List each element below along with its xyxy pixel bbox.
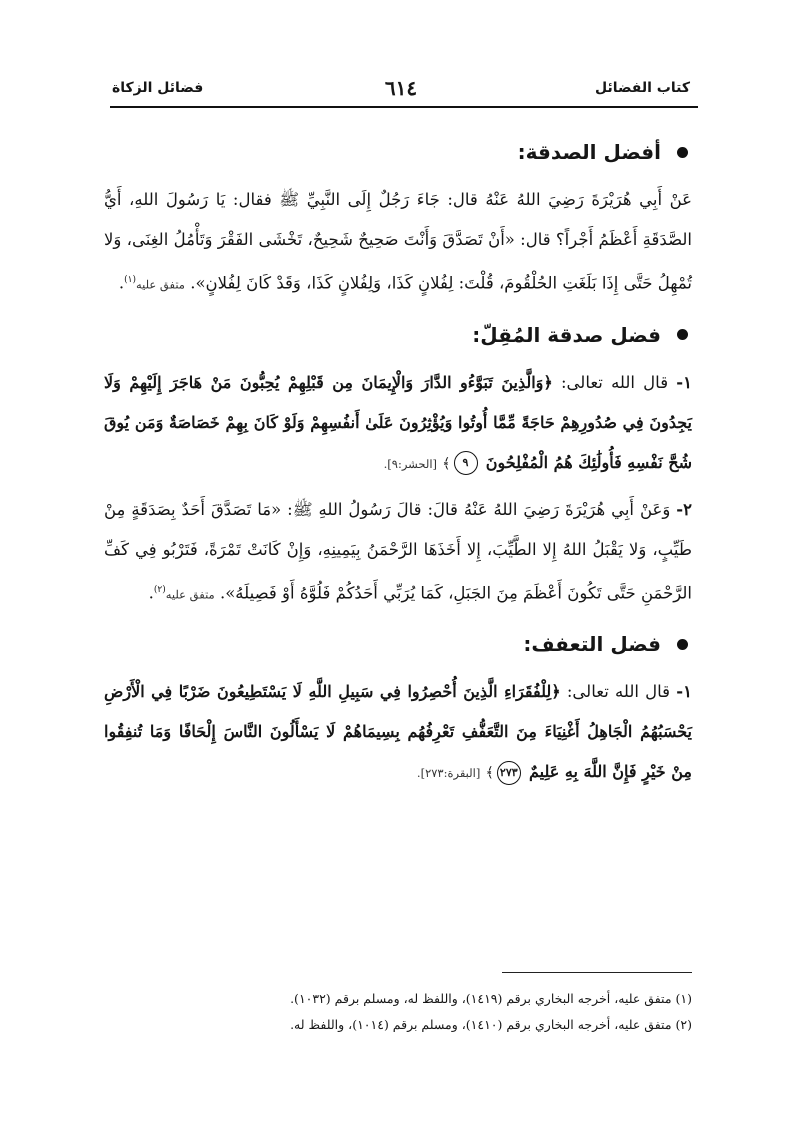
hadith-text: عَنْ أَبِي هُرَيْرَةَ رَضِيَ اللهُ عَنْهُ قال: جَاءَ رَجُلٌ إِلَى النَّبِيِّ ﷺ فقال: يَا رَسُولَ اللهِ، أَيُّ الصَّدَقَةِ أَعْظَمُ أَجْراً؟ قال: «أَنْ تَصَدَّقَ وَأَنْتَ صَحِيحٌ شَحِيحٌ، تَخْشَى الفَقْرَ وَتَأْمُلُ الغِنَى، وَلا تُمْهِلُ حَتَّى إِذَا بَلَغَتِ الحُلْقُومَ، قُلْتَ: لِفُلانٍ كَذَا، وَلِفُلانٍ كَذَا، وَقَدْ كَانَ لِفُلانٍ».: [104, 190, 692, 293]
verse-intro: قال الله تعالى:: [560, 372, 669, 392]
section-heading: [104, 622, 692, 666]
verse-item: [104, 672, 692, 793]
section-title: فضل التعفف:: [523, 632, 661, 656]
hadith-paragraph: عَنْ أَبِي هُرَيْرَةَ رَضِيَ اللهُ عَنْهُ قال: جَاءَ رَجُلٌ إِلَى النَّبِيِّ ﷺ فقال: يَا رَسُولَ اللهِ، أَيُّ الصَّدَقَةِ أَعْظَمُ أَجْراً؟ قال: «أَنْ تَصَدَّقَ وَأَنْتَ صَحِيحٌ شَحِيحٌ، تَخْشَى الفَقْرَ وَتَأْمُلُ الغِنَى، وَلا تُمْهِلُ حَتَّى إِذَا بَلَغَتِ الحُلْقُومَ، قُلْتَ: لِفُلانٍ كَذَا، وَلِفُلانٍ كَذَا، وَقَدْ كَانَ لِفُلانٍ». متفق عليه$^{(١)}$.: [104, 190, 692, 293]
hadith-item: ٢- وَعَنْ أَبِي هُرَيْرَةَ رَضِيَ اللهُ عَنْهُ قالَ: قالَ رَسُولُ اللهِ ﷺ: «مَا تَصَدَّقَ أَحَدٌ بِصَدَقَةٍ مِنْ طَيِّبٍ، وَلا يَقْبَلُ اللهُ إِلا الطَّيِّبَ، إِلا أَخَذَهَا الرَّحْمَنُ بِيَمِينِهِ، وَإِنْ كَانَتْ تَمْرَةً، فَتَرْبُو فِي كَفِّ الرَّحْمَنِ حَتَّى تَكُونَ أَعْظَمَ مِنَ الجَبَلِ، كَمَا يُرَبِّي أَحَدُكُمْ فَلُوَّهُ أَوْ فَصِيلَهُ». متفق عليه$^{(٢)}$.: [104, 499, 692, 602]
hadith-source: متفق عليه: [165, 587, 215, 601]
page-body: [104, 122, 692, 793]
footnote: (٢) متفق عليه، أخرجه البخاري برقم (١٤١٠)، ومسلم برقم (١٠١٤)، واللفظ له.: [290, 1017, 692, 1032]
quran-verse: ﴿وَالَّذِينَ تَبَوَّءُو الدَّارَ وَالْإِيمَانَ مِن قَبْلِهِمْ يُحِبُّونَ مَنْ هَاجَرَ إِلَيْهِمْ وَلَا يَجِدُونَ فِي صُدُورِهِمْ حَاجَةً مِّمَّا أُوتُوا وَيُؤْثِرُونَ عَلَىٰ أَنفُسِهِمْ وَلَوْ كَانَ بِهِمْ خَصَاصَةٌ وَمَن يُوقَ شُحَّ نَفْسِهِ فَأُولَٰئِكَ هُمُ الْمُفْلِحُونَ: [104, 372, 692, 472]
footnote: (١) متفق عليه، أخرجه البخاري برقم (١٤١٩)، واللفظ له، ومسلم برقم (١٠٣٢).: [290, 991, 692, 1006]
section-title: أفضل الصدقة:: [517, 140, 661, 164]
verse-number-ornament: ٩: [454, 451, 478, 475]
item-number: ١-: [676, 682, 693, 701]
footnote-ref[interactable]: (٢): [153, 584, 166, 595]
verse-item: [104, 363, 692, 484]
section-heading: [104, 130, 692, 174]
verse-close-bracket: ﴾: [485, 765, 494, 781]
quran-verse: ﴿لِلْفُقَرَاءِ الَّذِينَ أُحْصِرُوا فِي سَبِيلِ اللَّهِ لَا يَسْتَطِيعُونَ ضَرْبًا فِي الْأَرْضِ يَحْسَبُهُمُ الْجَاهِلُ أَغْنِيَاءَ مِنَ التَّعَفُّفِ تَعْرِفُهُم بِسِيمَاهُمْ لَا يَسْأَلُونَ النَّاسَ إِلْحَافًا وَمَا تُنفِقُوا مِنْ خَيْرٍ فَإِنَّ اللَّهَ بِهِ عَلِيمٌ: [104, 682, 692, 781]
running-header-chapter-title: فضائل الزكاة: [112, 80, 204, 96]
verse-intro: قال الله تعالى:: [566, 682, 671, 701]
hadith-text: وَعَنْ أَبِي هُرَيْرَةَ رَضِيَ اللهُ عَنْهُ قالَ: قالَ رَسُولُ اللهِ ﷺ: «مَا تَصَدَّقَ أَحَدٌ بِصَدَقَةٍ مِنْ طَيِّبٍ، وَلا يَقْبَلُ اللهُ إِلا الطَّيِّبَ، إِلا أَخَذَهَا الرَّحْمَنُ بِيَمِينِهِ، وَإِنْ كَانَتْ تَمْرَةً، فَتَرْبُو فِي كَفِّ الرَّحْمَنِ حَتَّى تَكُونَ أَعْظَمَ مِنَ الجَبَلِ، كَمَا يُرَبِّي أَحَدُكُمْ فَلُوَّهُ أَوْ فَصِيلَهُ».: [104, 499, 692, 602]
verse-close-bracket: ﴾: [442, 455, 451, 472]
footnote-divider: [502, 972, 692, 973]
bullet-icon: [677, 329, 688, 340]
bullet-icon: [677, 147, 688, 158]
section-heading: [104, 313, 692, 357]
hadith-source: متفق عليه: [135, 277, 185, 292]
header-divider: [110, 106, 698, 108]
bullet-icon: [677, 639, 688, 650]
running-header-book-title: كتاب الفضائل: [595, 80, 690, 96]
item-number: ١-: [676, 372, 693, 392]
page-number: ٦١٤: [384, 76, 418, 100]
item-number: ٢-: [676, 499, 692, 519]
footnotes: [104, 986, 692, 1038]
verse-citation: [الحشر:٩].: [383, 456, 438, 471]
verse-citation: [البقرة:٢٧٣].: [416, 766, 481, 780]
verse-number-ornament: ٢٧٣: [497, 761, 521, 785]
section-title: فضل صدقة المُقِلّ:: [472, 322, 661, 347]
footnote-ref[interactable]: (١): [124, 275, 136, 285]
